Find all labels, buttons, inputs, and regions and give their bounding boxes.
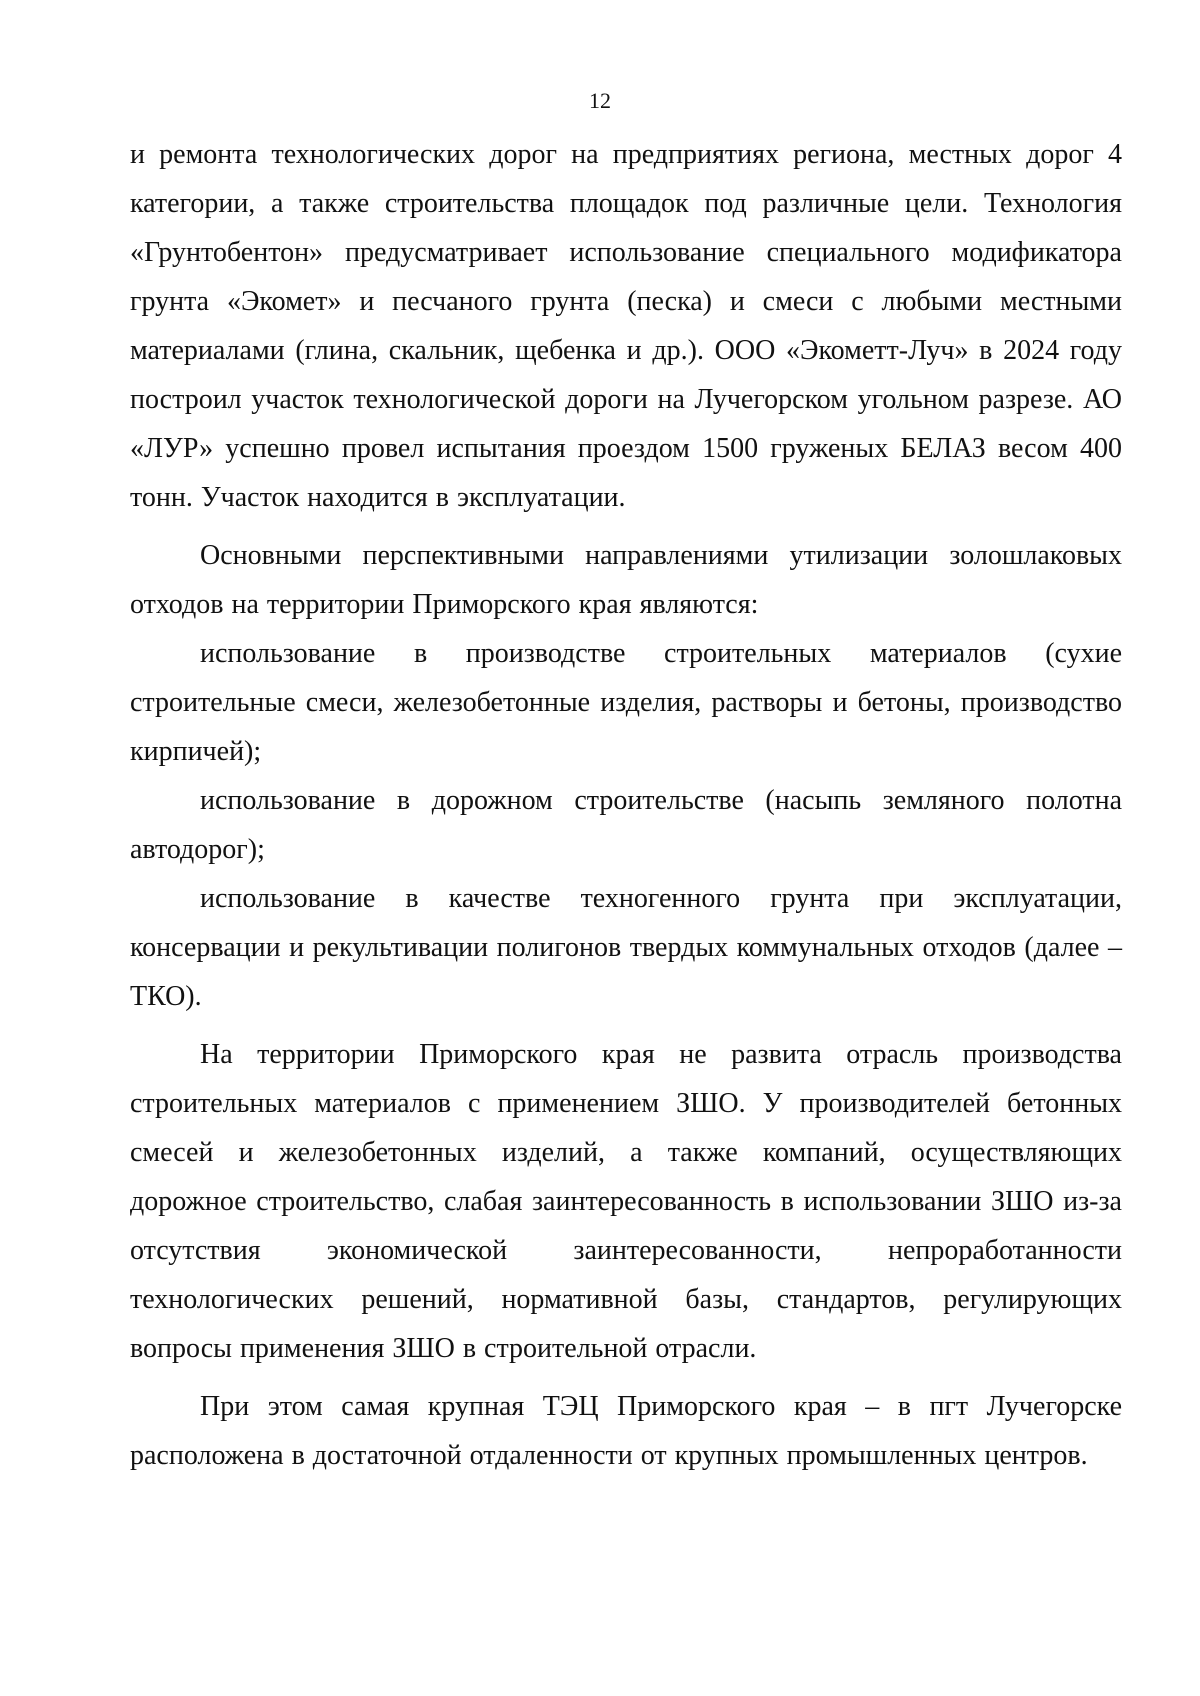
list-item-technogenic-soil: использование в качестве техногенного грунта при эксплуатации, консервации и рекультивации полигонов твердых коммунальных отходов (далее – ТКО).	[130, 883, 1122, 1012]
page-number: 12	[589, 88, 611, 113]
list-item-road-construction: использование в дорожном строительстве (насыпь земляного полотна автодорог);	[130, 785, 1122, 865]
document-body	[130, 130, 1122, 1480]
paragraph-road-technology: и ремонта технологических дорог на предприятиях региона, местных дорог 4 категории, а также строительства площадок под различные цели. Технология «Грунтобентон» предусматривает использование специального модификатора грунта «Экомет» и песчаного грунта (песка) и смеси с любыми местными материалами (глина, скальник, щебенка и др.). ООО «Экометт-Луч» в 2024 году построил участок технологической дороги на Лучегорском угольном разрезе. АО «ЛУР» успешно провел испытания проездом 1500 груженых БЕЛАЗ весом 400 тонн. Участок находится в эксплуатации.	[130, 139, 1122, 513]
paragraph-tec-location: При этом самая крупная ТЭЦ Приморского края – в пгт Лучегорске расположена в достаточной отдаленности от крупных промышленных центров.	[130, 1391, 1122, 1471]
list-item-building-materials: использование в производстве строительных материалов (сухие строительные смеси, железобетонные изделия, растворы и бетоны, производство кирпичей);	[130, 638, 1122, 767]
paragraph-directions-intro: Основными перспективными направлениями утилизации золошлаковых отходов на территории Приморского края являются:	[130, 540, 1122, 620]
paragraph-industry-status: На территории Приморского края не развита отрасль производства строительных материалов с применением ЗШО. У производителей бетонных смесей и железобетонных изделий, а также компаний, осуществляющих дорожное строительство, слабая заинтересованность в использовании ЗШО из-за отсутствия экономической заинтересованности, непроработанности технологических решений, нормативной базы, стандартов, регулирующих вопросы применения ЗШО в строительной отрасли.	[130, 1039, 1122, 1364]
